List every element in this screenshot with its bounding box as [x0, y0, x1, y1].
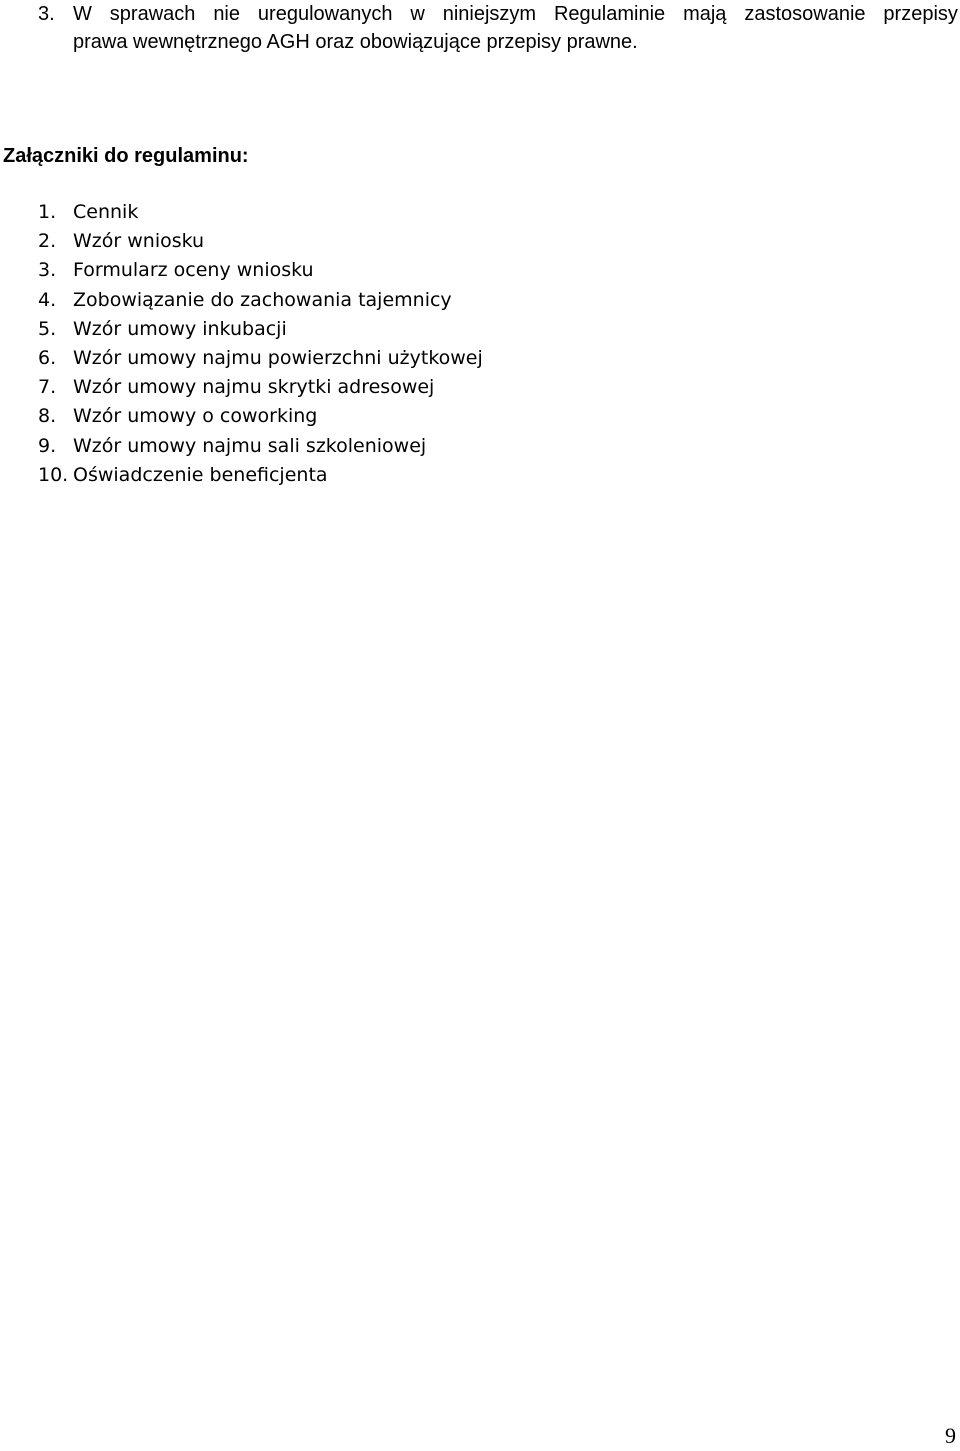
page-number: 9	[945, 1423, 956, 1448]
item-label: Oświadczenie beneficjenta	[73, 463, 328, 486]
word: sprawach	[109, 3, 196, 25]
item-number: 4.	[38, 288, 57, 311]
word: Regulaminie	[553, 3, 666, 25]
item-number: 9.	[38, 434, 57, 457]
item-number: 7.	[38, 376, 57, 399]
word: uregulowanych	[257, 3, 393, 25]
item-number: 6.	[38, 346, 57, 369]
word: W	[73, 3, 92, 25]
paragraph-line-2: prawa wewnętrznego AGH oraz obowiązujące przepisy prawne.	[73, 31, 638, 53]
word: niniejszym	[442, 3, 537, 25]
attachments-heading: Załączniki do regulaminu:	[3, 145, 249, 167]
word: w	[410, 3, 425, 25]
item-number: 8.	[38, 405, 57, 428]
word: mają	[683, 3, 727, 25]
item-label: Zobowiązanie do zachowania tajemnicy	[73, 288, 452, 311]
item-label: Wzór wniosku	[73, 230, 205, 253]
item-label: Wzór umowy o coworking	[73, 405, 318, 428]
item-label: Cennik	[73, 201, 139, 223]
paragraph-line-1	[73, 0, 958, 28]
item-number: 2.	[38, 230, 57, 253]
item-label: Wzór umowy najmu powierzchni użytkowej	[73, 346, 483, 369]
item-number: 5.	[38, 317, 57, 340]
item-label: Formularz oceny wniosku	[73, 259, 314, 282]
paragraph-number: 3.	[38, 3, 55, 25]
item-label: Wzór umowy najmu sali szkoleniowej	[73, 434, 427, 457]
item-number: 3.	[38, 259, 57, 282]
item-label: Wzór umowy najmu skrytki adresowej	[73, 376, 435, 399]
item-number: 1.	[38, 201, 57, 223]
word: zastosowanie	[744, 3, 866, 25]
word: przepisy	[883, 3, 958, 25]
item-number: 10.	[38, 463, 69, 486]
item-label: Wzór umowy inkubacji	[73, 317, 287, 340]
word: nie	[213, 3, 241, 25]
